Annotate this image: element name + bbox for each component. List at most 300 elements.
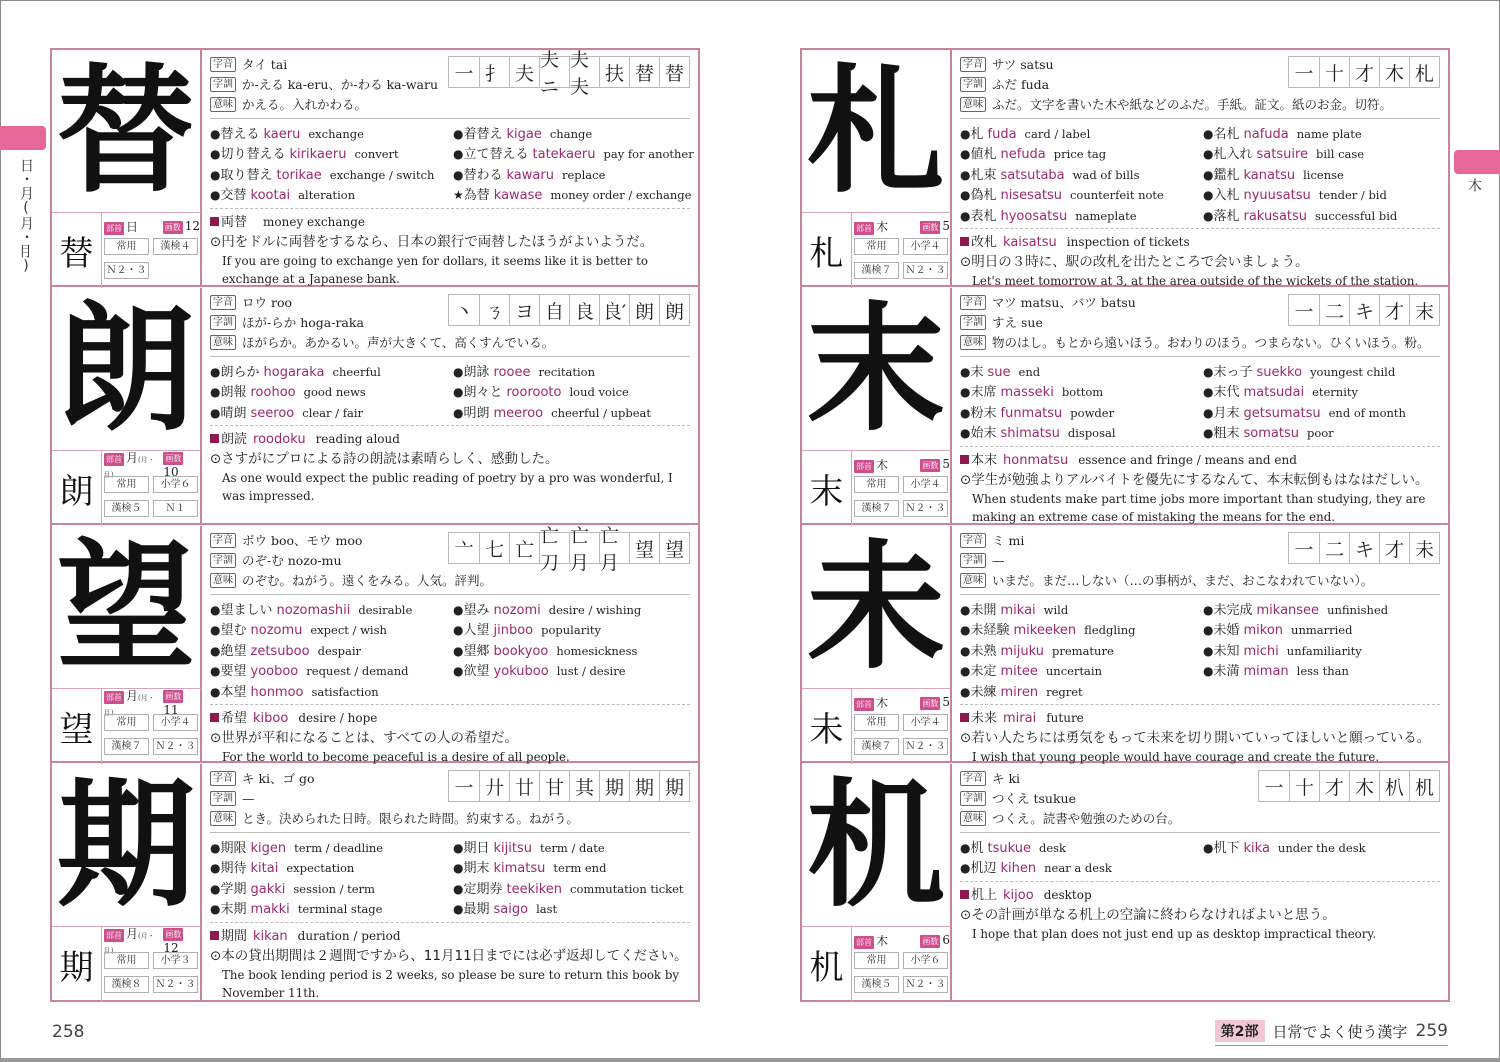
small-kanji: 替 <box>52 213 102 288</box>
key-word-en: desktop <box>1043 887 1092 902</box>
bullet-icon: ● <box>453 147 464 162</box>
vocab-list <box>960 594 1440 701</box>
vocab-romaji: honmoo <box>250 684 304 700</box>
small-kanji: 机 <box>802 927 852 1002</box>
kun-label: 字訓 <box>210 791 236 806</box>
vocab-jp: 期末 <box>463 861 490 877</box>
bullet-icon: ● <box>1203 664 1214 679</box>
radical-strokes-row <box>854 693 950 711</box>
kanji-entry <box>802 288 1448 525</box>
on-label: 字音 <box>210 771 236 786</box>
vocab-jp: 粉末 <box>970 405 997 421</box>
bullet-icon: ● <box>210 147 221 162</box>
vocab-item <box>960 207 1203 225</box>
page-number-left: 258 <box>52 1022 85 1042</box>
bullet-icon: ● <box>1203 365 1214 379</box>
vocab-en: near a desk <box>1044 861 1112 876</box>
entry-content <box>204 50 698 285</box>
stroke-step: 朗 <box>629 295 659 325</box>
radical-label: 部首 <box>106 223 122 233</box>
meaning <box>210 808 690 828</box>
bullet-icon: ● <box>210 405 221 420</box>
vocab-en: alteration <box>298 188 356 203</box>
level-tag: 小学３ <box>153 952 198 969</box>
vocab-romaji: bookyoo <box>493 643 549 659</box>
meaning <box>210 332 690 352</box>
vocab-en: last <box>536 902 558 917</box>
entry-content <box>204 764 698 1001</box>
kanji-meta <box>802 926 952 1001</box>
vocab-romaji: jinboo <box>493 623 534 639</box>
vocab-romaji: saigo <box>493 902 529 918</box>
kun-label: 字訓 <box>210 315 236 330</box>
vocab-jp: 未経験 <box>970 623 1010 639</box>
stroke-step: 替 <box>659 57 689 87</box>
bullet-icon: ● <box>1203 841 1214 855</box>
radical-strokes-row <box>854 455 950 473</box>
bullet-icon: ● <box>1203 623 1214 638</box>
example-block <box>210 208 690 288</box>
vocab-item <box>960 383 1203 401</box>
vocab-en: request / demand <box>306 664 409 679</box>
radical <box>854 932 888 949</box>
vocab-en: youngest child <box>1310 365 1396 379</box>
stroke-step: 夫ニ <box>539 57 569 87</box>
kun-value: つくえ tsukue <box>992 791 1076 806</box>
key-word-romaji: mirai <box>1003 710 1037 726</box>
level-tag: 漢検７ <box>854 262 899 279</box>
level-tag: Ｎ２・３ <box>903 976 948 993</box>
vocab-item <box>210 621 453 639</box>
radical <box>104 687 163 718</box>
on-value: キ ki <box>992 771 1021 786</box>
vocab-romaji: miman <box>1243 664 1289 680</box>
stroke-step: 期 <box>599 771 629 801</box>
vocab-romaji: fuda <box>987 127 1017 142</box>
meta-info <box>854 217 950 282</box>
vocab-jp: 札入れ <box>1213 147 1253 163</box>
small-kanji: 朗 <box>52 451 102 526</box>
level-tag: Ｎ２・３ <box>903 500 948 517</box>
vocab-romaji: tsukue <box>987 841 1031 856</box>
vocab-item <box>210 839 453 857</box>
vocab-romaji: nozomi <box>493 603 541 618</box>
level-tag: Ｎ２・３ <box>903 262 948 279</box>
stroke-step: キ <box>1349 295 1379 325</box>
vocab-jp: 望む <box>220 623 247 639</box>
bullet-icon: ● <box>960 385 971 400</box>
vocab-jp: 学期 <box>220 881 247 897</box>
stroke-step: 替 <box>629 57 659 87</box>
section-tab-left[interactable] <box>0 126 46 150</box>
kun-label: 字訓 <box>960 315 986 330</box>
stroke-count <box>163 688 200 717</box>
vocab-list <box>960 356 1440 443</box>
bullet-icon: ● <box>453 841 464 855</box>
kanji-entry <box>52 764 698 1001</box>
stroke-count-value: 12 <box>184 218 200 233</box>
vocab-item <box>453 880 696 898</box>
vocab-jp: 期限 <box>220 841 247 856</box>
radical-strokes-row <box>854 217 950 235</box>
vocab-jp: 朗詠 <box>463 365 490 380</box>
meta-info <box>104 450 200 520</box>
big-kanji: 望 <box>56 525 195 688</box>
vocab-item <box>1203 404 1446 422</box>
vocab-en: end of month <box>1328 405 1406 420</box>
vocab-en: terminal stage <box>297 902 383 917</box>
on-label: 字音 <box>960 57 986 72</box>
stroke-step: 望 <box>629 533 659 563</box>
bullet-icon: ● <box>210 684 221 699</box>
vocab-romaji: satsutaba <box>1000 167 1065 183</box>
radical <box>104 925 163 956</box>
vocab-item <box>453 404 696 422</box>
radical-strokes-row <box>104 926 200 955</box>
vocab-romaji: satsuire <box>1256 147 1309 163</box>
bullet-icon: ● <box>1203 167 1214 182</box>
vocab-romaji: miren <box>1000 684 1039 700</box>
vocab-jp: 取り替え <box>220 167 273 183</box>
vocab-item <box>453 621 696 639</box>
stroke-count-value: 5 <box>942 694 950 709</box>
meaning <box>960 570 1440 590</box>
vocab-item <box>453 145 696 163</box>
radical-label: 部首 <box>856 461 872 471</box>
vocab-item <box>1203 662 1446 680</box>
on-value: ミ mi <box>992 533 1025 548</box>
stroke-step: 望 <box>659 533 689 563</box>
stroke-count-value: 6 <box>942 932 950 947</box>
vocab-item <box>1203 839 1446 857</box>
big-kanji-box <box>802 764 952 926</box>
vocab-en: session / term <box>293 881 375 896</box>
square-bullet-icon <box>210 931 219 940</box>
vocab-romaji: masseki <box>1000 385 1054 401</box>
vocab-en: end <box>1018 365 1041 379</box>
vocab-jp: 名札 <box>1213 127 1240 142</box>
vocab-jp: 値札 <box>970 147 997 163</box>
square-bullet-icon <box>210 713 219 722</box>
vocab-item <box>960 145 1203 163</box>
vocab-item <box>210 166 453 184</box>
vocab-romaji: nyuusatsu <box>1243 188 1311 204</box>
level-tag: 漢検７ <box>854 500 899 517</box>
key-word-romaji: kikan <box>253 928 288 944</box>
level-tag: 常用 <box>104 476 149 493</box>
stroke-count-value: 12 <box>163 940 179 955</box>
vocab-list <box>210 118 694 205</box>
meta-info <box>854 693 950 758</box>
vocab-en: disposal <box>1067 426 1116 441</box>
vocab-item <box>453 125 696 143</box>
stroke-order-grid <box>1288 532 1440 564</box>
big-kanji-box <box>802 288 952 450</box>
vocab-en: successful bid <box>1315 208 1398 223</box>
level-tag: 常用 <box>854 238 899 255</box>
vocab-en: bill case <box>1316 147 1365 162</box>
bullet-icon: ● <box>453 664 464 679</box>
vocab-item <box>453 383 696 401</box>
stroke-step: 机 <box>1409 771 1439 801</box>
vocab-en: cheerful / upbeat <box>551 405 652 420</box>
stroke-step: 廿 <box>509 771 539 801</box>
stroke-step: 亡 <box>509 533 539 563</box>
on-value: キ ki、ゴ go <box>242 771 315 786</box>
vocab-jp: 人望 <box>463 623 490 639</box>
stroke-step: 一 <box>454 776 474 799</box>
vocab-en: good news <box>303 385 366 400</box>
meaning-value: ふだ。文字を書いた木や紙などのふだ。手紙。証文。紙のお金。切符。 <box>992 97 1393 112</box>
big-kanji: 朗 <box>56 287 195 450</box>
radical <box>854 218 888 235</box>
vocab-jp: 切り替える <box>220 147 286 163</box>
vocab-jp: 未練 <box>970 684 997 700</box>
vocab-en: exchange / switch <box>329 167 435 182</box>
meaning-value: いまだ。まだ…しない（…の事柄が、まだ、おこなわれていない）。 <box>992 573 1374 588</box>
vocab-en: expect / wish <box>310 623 387 638</box>
vocab-jp: 晴朗 <box>220 405 247 421</box>
bullet-icon: ● <box>210 902 221 917</box>
vocab-jp: 立て替える <box>463 147 529 163</box>
kanji-entry <box>802 526 1448 763</box>
bullet-icon: ● <box>210 861 221 876</box>
kun-value: ふだ fuda <box>992 77 1050 92</box>
vocab-item <box>1203 383 1446 401</box>
vocab-item <box>210 125 453 143</box>
big-kanji-box <box>52 50 202 212</box>
key-word <box>960 708 1440 728</box>
bullet-icon: ● <box>960 365 971 379</box>
vocab-jp: 期日 <box>463 841 490 856</box>
vocab-list <box>960 118 1440 225</box>
bullet-icon: ● <box>1203 643 1214 658</box>
vocab-en: pay for another <box>603 147 694 162</box>
stroke-step: 一 <box>1294 62 1314 85</box>
vocab-en: under the desk <box>1277 841 1366 855</box>
vocab-romaji: mikai <box>1000 603 1036 618</box>
vocab-romaji: rooee <box>493 365 531 380</box>
kun-label: 字訓 <box>210 553 236 568</box>
level-tags <box>104 238 200 282</box>
meta-info <box>104 217 200 282</box>
radical-label: 部首 <box>856 937 872 947</box>
square-bullet-icon <box>960 713 969 722</box>
kanji-meta <box>802 450 952 525</box>
vocab-jp: 偽札 <box>970 188 997 204</box>
sentence-en: I wish that young people would have courage and create the future. <box>972 749 1380 764</box>
vocab-en: desire / wishing <box>548 603 642 617</box>
sentence-en: For the world to become peaceful is a desire of all people. <box>222 749 570 764</box>
vocab-list <box>210 356 690 422</box>
radical-strokes-row <box>104 450 200 479</box>
vocab-romaji: kootai <box>250 188 291 204</box>
level-tag: 常用 <box>854 952 899 969</box>
radical-strokes-row <box>854 931 950 949</box>
vocab-item <box>1203 621 1446 639</box>
vocab-item <box>210 900 453 918</box>
vocab-romaji: somatsu <box>1243 426 1299 442</box>
kun-label: 字訓 <box>960 553 986 568</box>
key-word-jp: 朗読 <box>221 432 248 448</box>
stroke-step: 良 <box>569 295 599 325</box>
stroke-order-grid <box>448 49 690 98</box>
level-tags <box>854 238 950 282</box>
vocab-romaji: mikon <box>1243 623 1284 639</box>
stroke-count <box>920 219 950 234</box>
sentence-jp: ⊙学生が勉強よりアルバイトを優先にするなんて、本末転倒もはなはだしい。 <box>960 471 1429 488</box>
meaning <box>960 94 1440 114</box>
vocab-romaji: yokuboo <box>493 664 549 680</box>
vocab-en: expectation <box>286 861 355 876</box>
section-tab-right[interactable] <box>1454 150 1500 174</box>
stroke-step: 亠 <box>454 538 474 561</box>
vocab-item <box>1203 424 1446 442</box>
stroke-step: 甘 <box>539 771 569 801</box>
radical <box>104 218 138 235</box>
vocab-jp: 未知 <box>1213 643 1240 659</box>
level-tags <box>854 952 950 996</box>
vocab-jp: 末席 <box>970 385 997 401</box>
level-tag: 常用 <box>104 714 149 731</box>
vocab-romaji: kigen <box>250 841 287 856</box>
sentence-en: The book lending period is 2 weeks, so please be sure to return this book by November 11th. <box>222 967 680 1000</box>
radical-value: 木 <box>876 933 889 948</box>
vocab-jp: 札 <box>970 127 984 142</box>
kun-value: ほが-らか hoga-raka <box>242 315 364 330</box>
stroke-step: 才 <box>1379 533 1409 563</box>
vocab-romaji: kigae <box>506 127 542 142</box>
meaning-value: つくえ。読書や勉強のための台。 <box>992 811 1181 826</box>
level-tag: Ｎ２・３ <box>903 738 948 755</box>
stroke-step: 其 <box>569 771 599 801</box>
vocab-item <box>1203 145 1446 163</box>
vocab-jp: 着替え <box>463 127 503 142</box>
level-tag: 漢検７ <box>104 738 149 755</box>
bullet-icon: ● <box>210 603 221 617</box>
stroke-order-grid <box>1258 770 1440 802</box>
stroke-count-value: 10 <box>163 464 179 479</box>
stroke-step: 丶 <box>454 300 474 323</box>
vocab-item <box>453 186 696 204</box>
level-tags <box>854 714 950 758</box>
vocab-jp: 未開 <box>970 603 997 618</box>
vocab-item <box>210 662 453 680</box>
example-block <box>960 704 1440 766</box>
bullet-icon: ● <box>960 603 971 617</box>
radical-note: (月・⺝) <box>104 455 155 479</box>
vocab-romaji: getsumatsu <box>1243 405 1321 421</box>
level-tag: 漢検４ <box>153 238 198 255</box>
stroke-step: 期 <box>659 771 689 801</box>
radical-value: 木 <box>876 695 889 710</box>
stroke-step: ⺘ <box>479 57 509 87</box>
bullet-icon: ● <box>1203 127 1214 141</box>
bullet-icon: ● <box>210 188 221 203</box>
vocab-item <box>453 859 696 877</box>
vocab-en: money order / exchange <box>550 188 692 203</box>
vocab-en: wild <box>1043 603 1069 617</box>
stroke-step: キ <box>1349 533 1379 563</box>
bullet-icon: ● <box>453 902 464 917</box>
vocab-jp: 要望 <box>220 664 247 680</box>
vocab-en: less than <box>1296 664 1349 679</box>
vocab-jp: 交替 <box>220 188 247 204</box>
big-kanji: 期 <box>56 763 195 926</box>
stroke-step: 末 <box>1409 295 1439 325</box>
vocab-en: desirable <box>358 603 413 617</box>
vocab-en: exchange <box>308 127 364 141</box>
big-kanji: 机 <box>806 763 945 926</box>
stroke-count-label: 画数 <box>164 222 181 232</box>
key-word-romaji: kijoo <box>1003 887 1034 903</box>
vocab-romaji: hyoosatsu <box>1000 208 1068 224</box>
stroke-count-label: 画数 <box>922 936 939 946</box>
example-block <box>210 704 690 766</box>
key-word <box>960 885 1440 905</box>
bullet-icon: ● <box>960 861 971 876</box>
meta-info <box>104 926 200 996</box>
key-word-en: reading aloud <box>315 432 400 447</box>
bullet-icon: ● <box>960 426 971 441</box>
stroke-count-value: 5 <box>942 218 950 233</box>
part-badge: 第2部 <box>1215 1020 1265 1042</box>
on-label: 字音 <box>960 771 986 786</box>
stroke-step: 亡月 <box>569 533 599 563</box>
radical <box>104 449 163 480</box>
vocab-item <box>960 363 1203 381</box>
bullet-icon: ● <box>453 881 464 896</box>
vocab-en: loud voice <box>569 385 629 400</box>
bullet-icon: ● <box>210 127 221 141</box>
vocab-en: price tag <box>1053 147 1107 162</box>
vocab-romaji: torikae <box>276 167 322 183</box>
vocab-romaji: meeroo <box>493 405 544 421</box>
stroke-count <box>920 933 950 948</box>
vocab-en: regret <box>1046 684 1083 699</box>
vocab-romaji: kitai <box>250 861 279 877</box>
key-word-romaji: roodoku <box>253 432 306 448</box>
bullet-icon: ● <box>960 167 971 182</box>
big-kanji: 未 <box>806 525 945 688</box>
sentence-jp: ⊙円をドルに両替をするなら、日本の銀行で両替したほうがよいようだ。 <box>210 233 654 250</box>
vocab-jp: 未婚 <box>1213 623 1240 639</box>
radical-label: 部首 <box>106 454 122 464</box>
stroke-order-grid <box>448 525 690 574</box>
key-word-romaji: honmatsu <box>1003 452 1069 468</box>
level-tag: 漢検５ <box>104 500 149 517</box>
vocab-jp: 替わる <box>463 167 503 183</box>
vocab-item <box>453 839 696 857</box>
bullet-icon: ● <box>453 603 464 617</box>
stroke-step: 扶 <box>599 57 629 87</box>
key-word-en: inspection of tickets <box>1066 234 1190 249</box>
kun-value: か-える ka-eru、か-わる ka-waru <box>242 77 438 92</box>
on-value: ロウ roo <box>242 295 293 310</box>
level-tags <box>104 952 200 996</box>
on-label: 字音 <box>210 57 236 72</box>
stroke-step: 札 <box>1409 57 1439 87</box>
bullet-icon: ● <box>453 861 464 876</box>
vocab-jp: 朗らか <box>220 365 260 380</box>
vocab-romaji: shimatsu <box>1000 426 1060 442</box>
vocab-en: unfamiliarity <box>1286 643 1362 658</box>
vocab-romaji: nefuda <box>1000 147 1046 163</box>
key-word-jp: 未来 <box>971 710 998 726</box>
level-tag: Ｎ２・３ <box>153 976 198 993</box>
stroke-step: 亡刀 <box>539 533 569 563</box>
kanji-entry <box>802 50 1448 287</box>
